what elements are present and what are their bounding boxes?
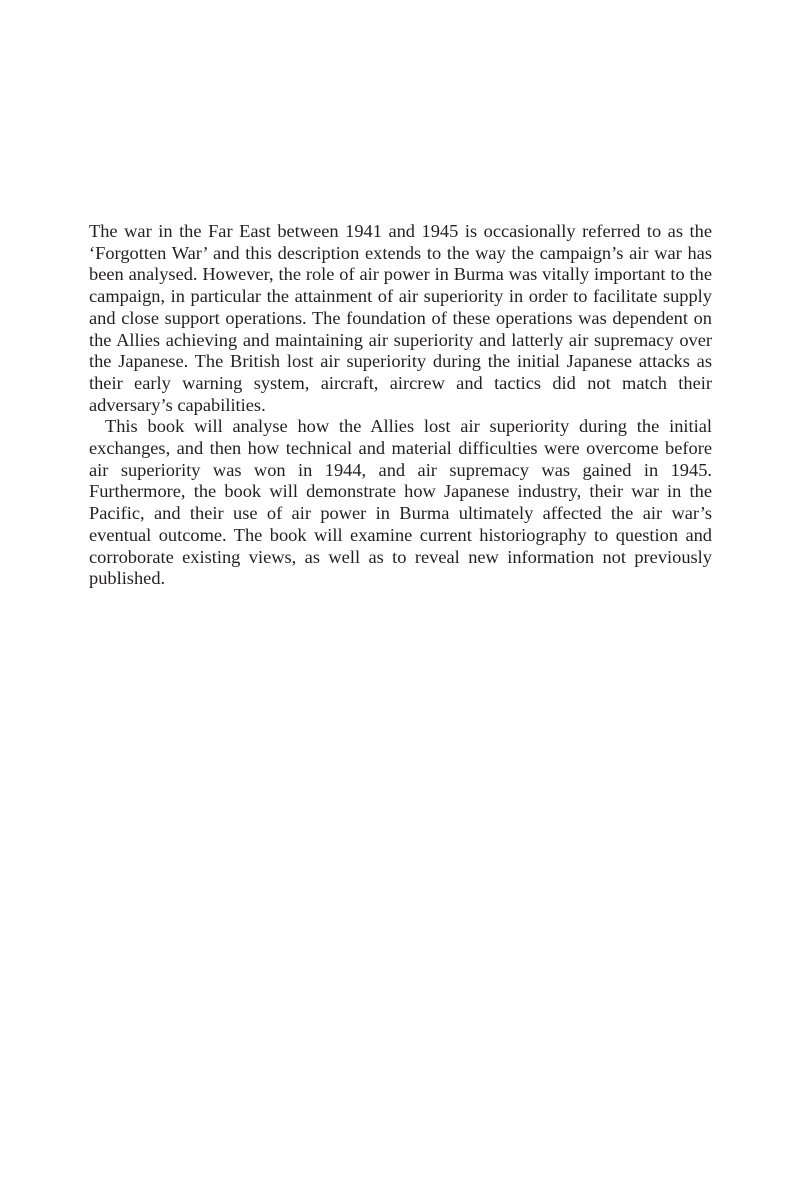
- paragraph-2: This book will analyse how the Allies lost air superiority during the initial exchanges, and then how technical and material difficulties were overcome before air superiority was won in 1944, and air supremacy was gained in 1945. Furthermore, the book will demonstrate how Japanese industry, their war in the Pacific, and their use of air power in Burma ultimately affected the air war’s eventual outcome. The book will examine current historiography to question and corroborate existing views, as well as to reveal new information not previously published.: [89, 416, 712, 589]
- body-text: [89, 221, 712, 590]
- paragraph-1: The war in the Far East between 1941 and 1945 is occasionally referred to as the ‘Forgotten War’ and this description extends to the way the campaign’s air war has been analysed. However, the role of air power in Burma was vitally important to the campaign, in particular the attainment of air superiority in order to facilitate supply and close support operations. The foundation of these operations was dependent on the Allies achieving and maintaining air superiority and latterly air supremacy over the Japanese. The British lost air superiority during the initial Japanese attacks as their early warning system, aircraft, aircrew and tactics did not match their adversary’s capabilities.: [89, 221, 712, 415]
